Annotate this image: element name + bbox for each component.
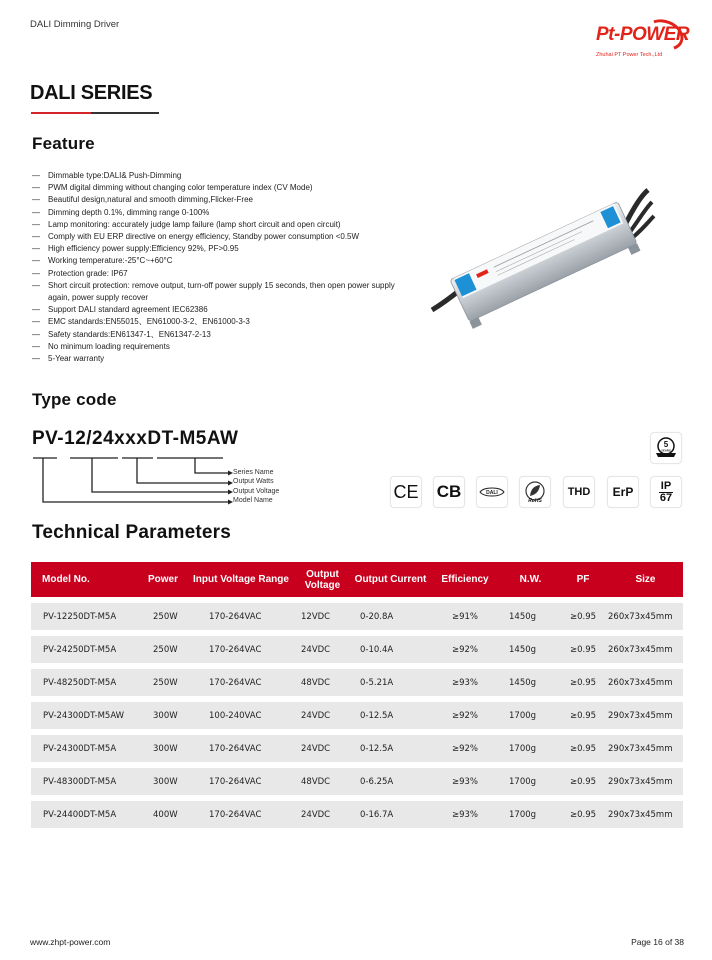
cell-efficiency: ≥93%: [451, 776, 478, 787]
cell-efficiency: ≥93%: [451, 809, 478, 820]
svg-text:DALI: DALI: [486, 490, 498, 496]
dali-badge: [476, 476, 508, 508]
column-header: Input Voltage Range: [193, 574, 289, 585]
ce-badge: [390, 476, 422, 508]
cell-efficiency: ≥92%: [451, 710, 478, 721]
cell-output-voltage: 48VDC: [301, 677, 331, 688]
feature-item: — Lamp monitoring: accurately judge lamp failure (lamp short circuit and open circuit): [32, 219, 397, 231]
thd-badge: [563, 476, 595, 508]
feature-item: — Support DALI standard agreement IEC62386: [32, 304, 397, 316]
svg-text:RoHS: RoHS: [528, 498, 542, 504]
column-header: Output Voltage: [304, 568, 341, 591]
cell-pf: ≥0.95: [569, 743, 597, 754]
cell-input-voltage: 170-264VAC: [209, 677, 262, 688]
column-header: Size: [635, 574, 656, 585]
cell-model: PV-24250DT-M5A: [43, 644, 117, 655]
footer-website-link[interactable]: www.zhpt-power.com: [30, 937, 111, 947]
cell-input-voltage: 170-264VAC: [209, 809, 262, 820]
cell-size: 290x73x45mm: [608, 743, 673, 754]
feature-item: — EMC standards:EN55015、EN61000-3-2、EN61000-3-3: [32, 316, 397, 328]
cell-size: 290x73x45mm: [608, 776, 673, 787]
cell-efficiency: ≥92%: [451, 743, 478, 754]
feature-list: [32, 170, 397, 365]
cell-output-voltage: 12VDC: [301, 611, 331, 622]
type-code-diagram: [30, 455, 300, 515]
cell-pf: ≥0.95: [569, 644, 597, 655]
cell-efficiency: ≥92%: [451, 644, 478, 655]
cb-mark-icon: CB: [436, 482, 462, 501]
feature-item: — High efficiency power supply:Efficiency 92%, PF>0.95: [32, 243, 397, 255]
cell-size: 290x73x45mm: [608, 809, 673, 820]
cell-output-current: 0-20.8A: [360, 611, 394, 622]
cell-output-current: 0-12.5A: [360, 743, 394, 754]
cell-efficiency: ≥91%: [451, 611, 478, 622]
table-row: [31, 801, 683, 828]
feature-heading: Feature: [32, 134, 95, 153]
cell-power: 250W: [153, 644, 178, 655]
technical-parameters-table: [31, 562, 683, 828]
type-code-string: PV-12/24xxxDT-M5AW: [32, 428, 239, 449]
column-header: N.W.: [519, 574, 542, 585]
logo-mark: Pt-POWER: [596, 24, 690, 45]
cell-net-weight: 1450g: [509, 644, 537, 655]
erp-label: ErP: [612, 485, 634, 499]
warranty-5-years-badge: [650, 432, 682, 464]
warranty-icon: [654, 436, 678, 460]
cell-net-weight: 1700g: [509, 809, 537, 820]
cell-size: 290x73x45mm: [608, 710, 673, 721]
table-header-row: [31, 562, 683, 597]
cell-power: 400W: [153, 809, 178, 820]
cell-pf: ≥0.95: [569, 677, 597, 688]
feature-item: — Safety standards:EN61347-1、EN61347-2-13: [32, 329, 397, 341]
feature-item: — Working temperature:-25°C~+60°C: [32, 255, 397, 267]
cell-model: PV-48250DT-M5A: [43, 677, 117, 688]
cell-model: PV-48300DT-M5A: [43, 776, 117, 787]
table-row: [31, 603, 683, 630]
cell-input-voltage: 170-264VAC: [209, 611, 262, 622]
feature-item: — Short circuit protection: remove output, turn-off power supply 15 seconds, then open power supply again, power supply recover: [32, 280, 397, 304]
product-photo: [420, 170, 660, 335]
type-code-label: Model Name: [233, 497, 273, 504]
cell-output-voltage: 24VDC: [301, 710, 331, 721]
cell-pf: ≥0.95: [569, 809, 597, 820]
feature-item: — PWM digital dimming without changing color temperature index (CV Mode): [32, 182, 397, 194]
feature-item: — Protection grade: IP67: [32, 268, 397, 280]
column-header: PF: [576, 574, 590, 585]
erp-badge: [607, 476, 639, 508]
type-code-label: Output Voltage: [233, 488, 280, 495]
series-title: DALI SERIES: [30, 82, 153, 104]
thd-label: THD: [567, 486, 591, 498]
cell-output-current: 0-5.21A: [360, 677, 394, 688]
ce-mark-icon: CE: [393, 481, 419, 502]
cell-size: 260x73x45mm: [608, 611, 673, 622]
cell-power: 300W: [153, 776, 178, 787]
ip-rating-label: 67: [659, 491, 673, 504]
ip67-badge: [650, 476, 682, 508]
cell-model: PV-12250DT-M5A: [43, 611, 117, 622]
cell-net-weight: 1450g: [509, 611, 537, 622]
cell-net-weight: 1700g: [509, 776, 537, 787]
svg-text:5: 5: [663, 440, 669, 449]
logo-subtitle: Zhuhai PT Power Tech.,Ltd: [596, 52, 663, 58]
feature-item: — Comply with EU ERP directive on energy efficiency, Standby power consumption <0.5W: [32, 231, 397, 243]
cell-net-weight: 1700g: [509, 710, 537, 721]
cell-output-current: 0-16.7A: [360, 809, 394, 820]
cell-input-voltage: 100-240VAC: [209, 710, 262, 721]
rohs-leaf-icon: [523, 480, 547, 504]
table-row: [31, 768, 683, 795]
type-code-heading: Type code: [32, 390, 117, 409]
feature-item: — Dimming depth 0.1%, dimming range 0-100%: [32, 207, 397, 219]
cell-efficiency: ≥93%: [451, 677, 478, 688]
ip-label: IP: [660, 479, 672, 492]
cell-size: 260x73x45mm: [608, 677, 673, 688]
feature-item: — 5-Year warranty: [32, 353, 397, 365]
cell-input-voltage: 170-264VAC: [209, 776, 262, 787]
cell-power: 300W: [153, 743, 178, 754]
cell-power: 250W: [153, 611, 178, 622]
column-header: Power: [148, 574, 179, 585]
technical-parameters-heading: Technical Parameters: [32, 522, 232, 543]
cell-input-voltage: 170-264VAC: [209, 743, 262, 754]
table-row: [31, 669, 683, 696]
feature-item: — No minimum loading requirements: [32, 341, 397, 353]
cell-output-current: 0-10.4A: [360, 644, 394, 655]
cell-model: PV-24300DT-M5AW: [43, 710, 125, 721]
cell-output-voltage: 24VDC: [301, 743, 331, 754]
table-row: [31, 735, 683, 762]
cell-output-voltage: 24VDC: [301, 809, 331, 820]
table-row: [31, 702, 683, 729]
cell-model: PV-24400DT-M5A: [43, 809, 117, 820]
dali-logo-icon: [479, 487, 505, 497]
feature-item: — Dimmable type:DALI& Push-Dimming: [32, 170, 397, 182]
table-row: [31, 636, 683, 663]
company-logo: [592, 20, 690, 64]
footer-page-number: Page 16 of 38: [631, 937, 684, 947]
cell-output-voltage: 24VDC: [301, 644, 331, 655]
cell-net-weight: 1450g: [509, 677, 537, 688]
cell-size: 260x73x45mm: [608, 644, 673, 655]
type-code-label: Series Name: [233, 469, 274, 476]
document-header-title: DALI Dimming Driver: [30, 19, 120, 30]
cell-pf: ≥0.95: [569, 776, 597, 787]
feature-item: — Beautiful design,natural and smooth dimming,Flicker-Free: [32, 194, 397, 206]
cell-pf: ≥0.95: [569, 611, 597, 622]
cell-pf: ≥0.95: [569, 710, 597, 721]
type-code-label: Output Watts: [233, 478, 274, 485]
cell-net-weight: 1700g: [509, 743, 537, 754]
series-title-underline: [31, 112, 159, 114]
cell-output-voltage: 48VDC: [301, 776, 331, 787]
column-header: Model No.: [42, 574, 90, 585]
cell-power: 300W: [153, 710, 178, 721]
cell-output-current: 0-12.5A: [360, 710, 394, 721]
cell-model: PV-24300DT-M5A: [43, 743, 117, 754]
column-header: Efficiency: [441, 574, 489, 585]
cell-input-voltage: 170-264VAC: [209, 644, 262, 655]
cb-badge: [433, 476, 465, 508]
cell-power: 250W: [153, 677, 178, 688]
column-header: Output Current: [354, 574, 427, 585]
svg-text:YEARS: YEARS: [661, 448, 671, 453]
cell-output-current: 0-6.25A: [360, 776, 394, 787]
rohs-badge: [519, 476, 551, 508]
